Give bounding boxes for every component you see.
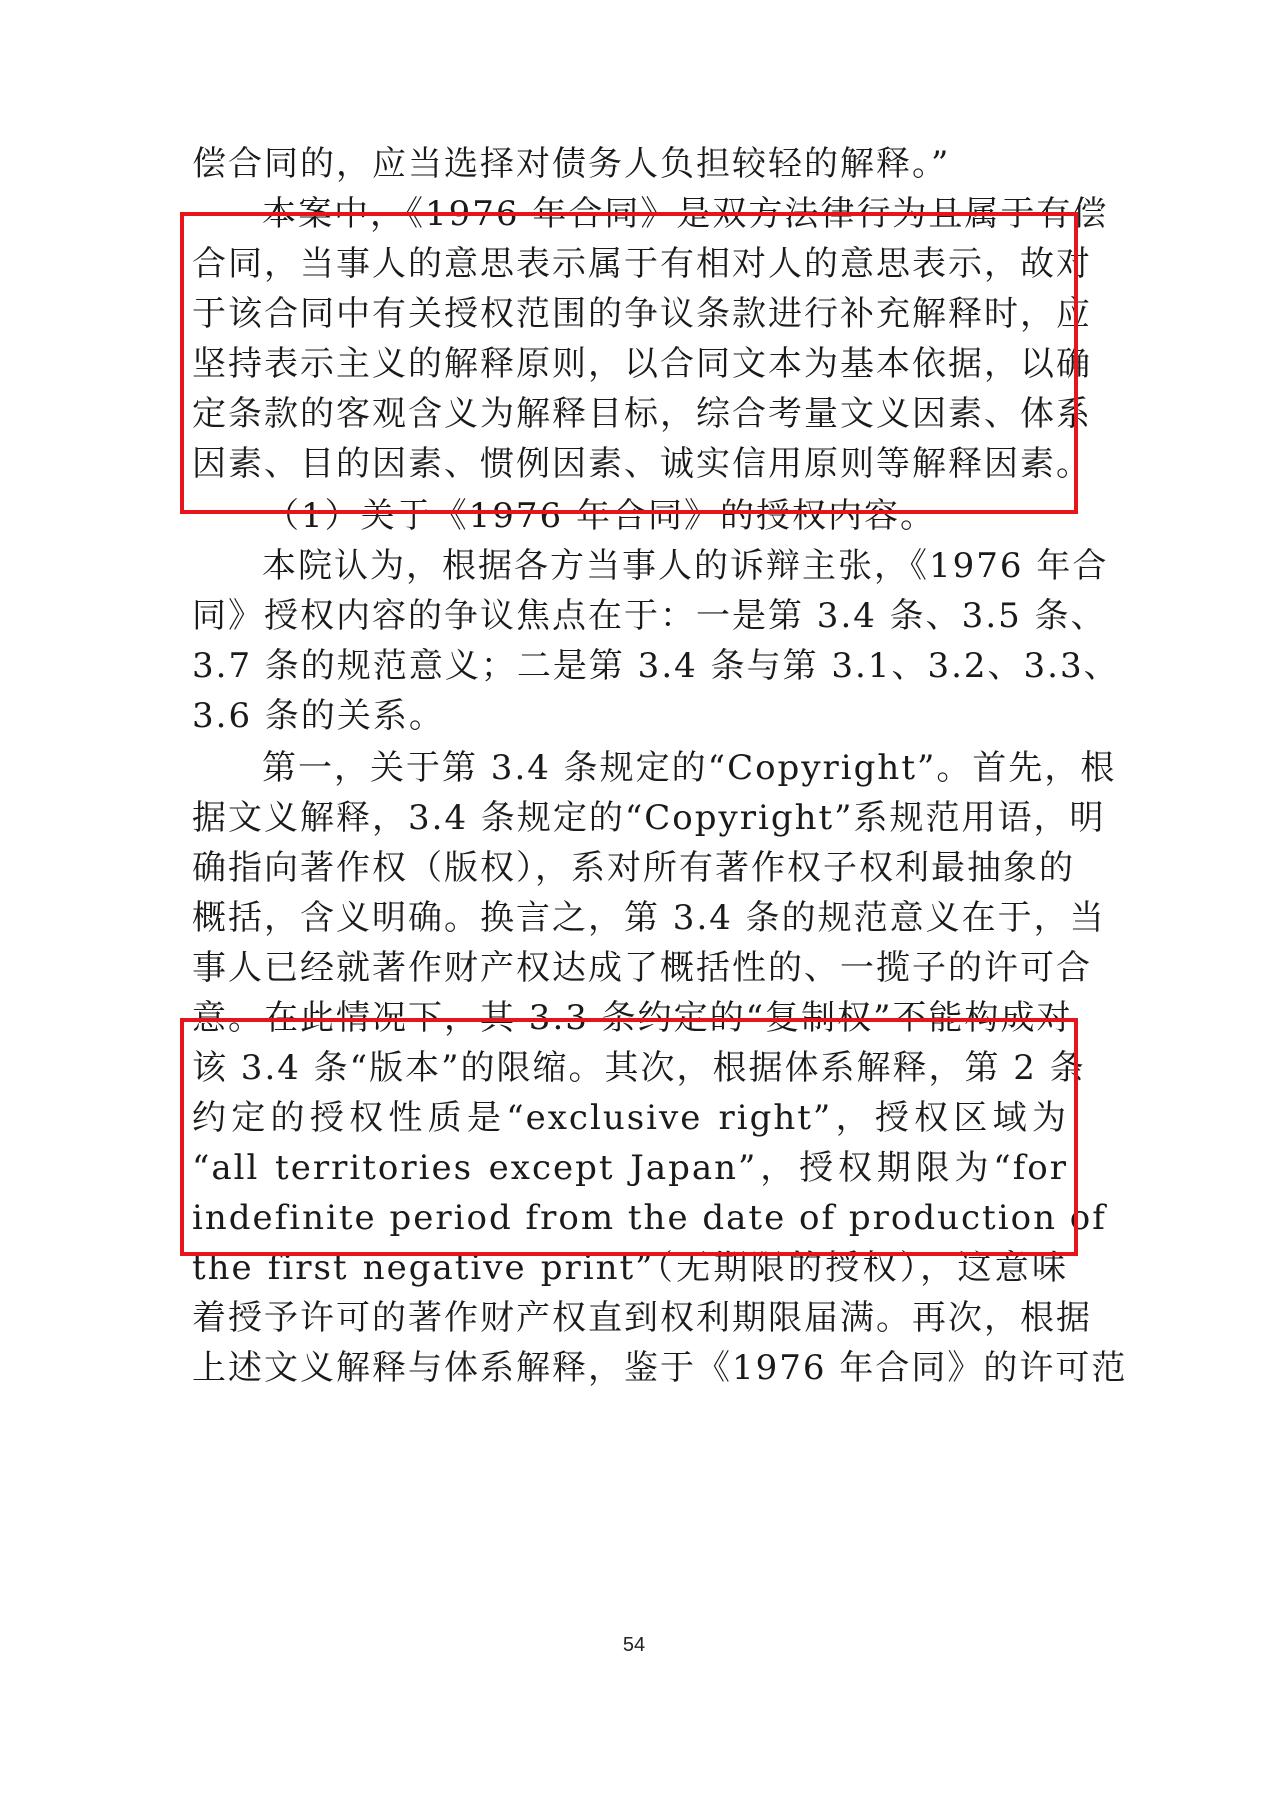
text-line: 坚持表示主义的解释原则，以合同文本为基本依据，以确 (192, 344, 1092, 384)
text-line: indefinite period from the date of production of (192, 1198, 1107, 1238)
text-line: 约定的授权性质是“exclusive right”，授权区域为 (192, 1098, 1068, 1138)
text-line: 3.6 条的关系。 (192, 696, 445, 736)
text-line: 确指向著作权（版权），系对所有著作权子权利最抽象的 (192, 848, 1075, 888)
text-line: 3.7 条的规范意义；二是第 3.4 条与第 3.1、3.2、3.3、 (192, 646, 1120, 686)
page-number: 54 (622, 1634, 646, 1656)
text-line: 概括，含义明确。换言之，第 3.4 条的规范意义在于，当 (192, 898, 1106, 938)
text-line: 事人已经就著作财产权达成了概括性的、一揽子的许可合 (192, 948, 1092, 988)
highlight-box (180, 1018, 1107, 1256)
text-line: the first negative print”（无期限的授权），这意味 (192, 1248, 1068, 1288)
text-line: 本院认为，根据各方当事人的诉辩主张，《1976 年合 (262, 546, 1109, 586)
text-line: 着授予许可的著作财产权直到权利期限届满。再次，根据 (192, 1298, 1092, 1338)
text-line: 该 3.4 条“版本”的限缩。其次，根据体系解释，第 2 条 (192, 1048, 1086, 1088)
text-line: 本案中，《1976 年合同》是双方法律行为且属于有偿 (262, 194, 1109, 234)
text-line: 上述文义解释与体系解释，鉴于《1976 年合同》的许可范 (192, 1348, 1128, 1388)
text-line: 偿合同的，应当选择对债务人负担较轻的解释。” (192, 144, 951, 184)
text-line: 合同，当事人的意思表示属于有相对人的意思表示，故对 (192, 244, 1092, 284)
section-heading: （1）关于《1976 年合同》的授权内容。 (265, 496, 936, 536)
text-line: 同》授权内容的争议焦点在于：一是第 3.4 条、3.5 条、 (192, 596, 1107, 636)
text-line: 于该合同中有关授权范围的争议条款进行补充解释时，应 (192, 294, 1092, 334)
text-line: 定条款的客观含义为解释目标，综合考量文义因素、体系 (192, 394, 1092, 434)
text-line: 据文义解释，3.4 条规定的“Copyright”系规范用语，明 (192, 798, 1106, 838)
text-line: “all territories except Japan”，授权期限为“for (192, 1148, 1068, 1188)
text-line: 意。在此情况下，其 3.3 条约定的“复制权”不能构成对 (192, 998, 1073, 1038)
text-line: 第一，关于第 3.4 条规定的“Copyright”。首先，根 (262, 748, 1117, 788)
highlight-box (180, 212, 1092, 514)
text-line: 因素、目的因素、惯例因素、诚实信用原则等解释因素。 (192, 444, 1092, 484)
